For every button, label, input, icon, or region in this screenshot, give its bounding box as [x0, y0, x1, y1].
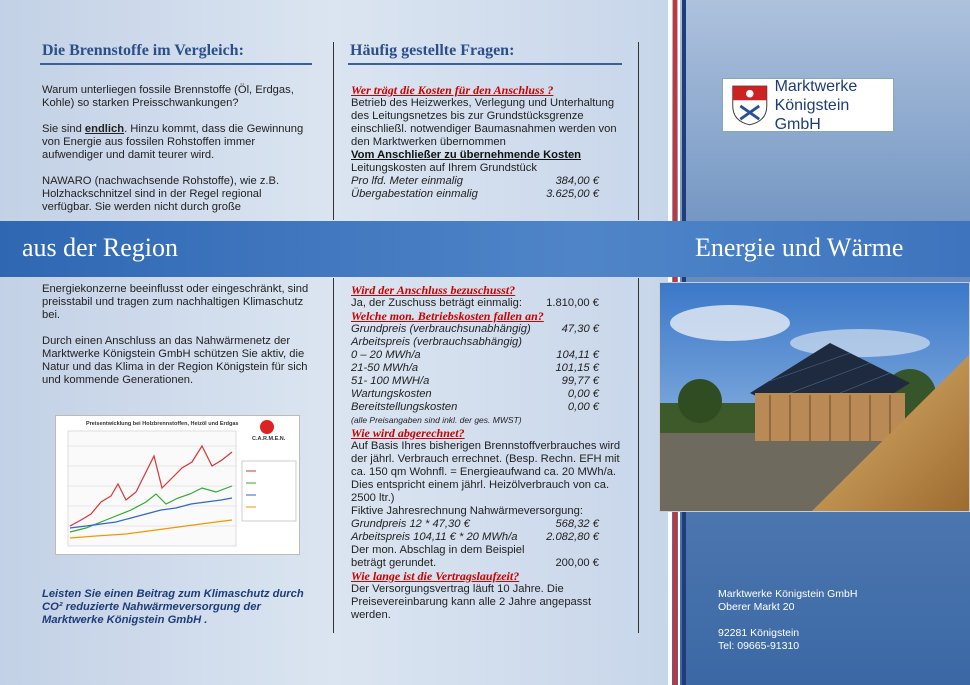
logo-line-1: Marktwerke [774, 77, 858, 95]
fee-label: 0 – 20 MWh/a [351, 349, 421, 361]
address-street: Oberer Markt 20 [718, 601, 795, 613]
left-text-bottom [42, 283, 314, 387]
left-column-title: Die Brennstoffe im Vergleich: [42, 42, 244, 59]
cost-row [351, 175, 599, 188]
calc-value: 568,32 € [555, 518, 599, 530]
cost-value: 3.625,00 € [546, 188, 599, 200]
faq-answer-billing: Auf Basis Ihres bisherigen Brennstoffverbrauches wird der jährl. Verbrauch errechnet. (Besp. Rechn. EFH mit ca. 150 qm Wohnfl. = Energieaufwand ca. 20 MWh/a. Dies entspricht einem jährl. Heizölverbrauch von ca. 2500 ltr.) [351, 440, 621, 504]
calc-row [351, 544, 599, 557]
fee-row [351, 401, 599, 414]
plot-area [68, 431, 236, 546]
faq-question-contract: Wie lange ist die Vertragslaufzeit? [351, 569, 520, 583]
fee-value: 101,15 € [555, 362, 599, 374]
cost-value: 384,00 € [555, 175, 599, 187]
fee-row [351, 323, 599, 336]
chart-title: Preisentwicklung bei Holzbrennstoffen, Heizöl und Erdgas [86, 421, 239, 427]
fee-value: 47,30 € [561, 323, 599, 335]
logo-text [775, 77, 893, 134]
fee-value: 104,11 € [556, 349, 599, 361]
faq-answer-pipe-costs: Leitungskosten auf Ihrem Grundstück [351, 162, 537, 174]
text-span: . Hinzu kommt, dass die Gewinnung von Energie aus fossilen Rohstoffen immer aufwendiger und damit teurer wird. [42, 123, 304, 161]
heating-plant-photo [659, 282, 970, 512]
column-divider-bottom [333, 278, 334, 633]
company-logo [722, 78, 894, 132]
fee-row [351, 375, 599, 388]
fee-row [351, 349, 599, 362]
faq-title-rule [348, 63, 622, 65]
calc-value: 2.082,80 € [546, 531, 599, 543]
fee-value: 0,00 € [567, 388, 599, 400]
band-right-text: Energie und Wärme [695, 233, 904, 262]
faq-question-operating-costs: Welche mon. Betriebskosten fallen an? [351, 309, 544, 323]
chart-plot [56, 416, 301, 556]
address-phone: Tel: 09665-91310 [718, 640, 800, 652]
paragraph-stability: Energiekonzerne beeinflusst oder eingeschränkt, sind preisstabil und tragen zum nachhaltigen Klimaschutz bei. [42, 283, 309, 321]
emphasis-finite: endlich [84, 123, 125, 135]
faq-question-billing: Wie wird abgerechnet? [351, 426, 465, 440]
fee-label: Wartungskosten [351, 388, 432, 400]
band-left-text: aus der Region [22, 233, 178, 262]
calc-row [351, 518, 599, 531]
faq-answer-costs: Betrieb des Heizwerkes, Verlegung und Unterhaltung des Leitungsnetzes bis zur Grundstücksgrenze einschließl. notwendiger Baumasnahmen werden von den Marktwerken übernommen [351, 97, 617, 148]
text-span: Sie sind [42, 123, 85, 135]
left-title-rule [40, 63, 312, 65]
fee-row [351, 362, 599, 375]
faq-answer-sample-bill: Fiktive Jahresrechnung Nahwärmeversorgung: [351, 505, 583, 517]
paragraph-finite [42, 123, 312, 162]
fees-note: (alle Preisangaben sind inkl. der ges. MWST) [351, 415, 522, 425]
paragraph-nawaro: NAWARO (nachwachsende Rohstoffe), wie z.B. Holzhackschnitzel sind in der Regel regional verfügbar. Sie werden nicht durch große [42, 175, 280, 213]
photo-illustration [660, 283, 970, 512]
faq-text-top [351, 84, 621, 201]
calc-label: Arbeitspreis 104,11 € * 20 MWh/a [351, 531, 518, 543]
fee-row [351, 388, 599, 401]
faq-subheading-connector-costs: Vom Anschließer zu übernehmende Kosten [351, 149, 582, 161]
left-text-top [42, 84, 312, 214]
cost-row [351, 188, 599, 201]
fee-label: Arbeitspreis (verbrauchsabhängig) [351, 336, 523, 348]
cost-label: Pro lfd. Meter einmalig [351, 175, 463, 187]
company-address [718, 588, 857, 653]
calc-label: Der mon. Abschlag in dem Beispiel [351, 544, 525, 556]
cost-label: Übergabestation einmalig [351, 188, 478, 200]
fee-row [351, 336, 599, 349]
column-divider-top [333, 42, 334, 220]
address-city: 92281 Königstein [718, 627, 800, 639]
chart-legend [242, 461, 296, 521]
chart-brand: C.A.R.M.E.N. [252, 436, 286, 442]
fee-value: 0,00 € [567, 401, 599, 413]
calc-label: Grundpreis 12 * 47,30 € [351, 518, 470, 530]
faq-answer-contract: Der Versorgungsvertrag läuft 10 Jahre. Die Preisevereinbarung kann alle 2 Jahre angepasst werden. [351, 583, 592, 621]
fee-value: 99,77 € [561, 375, 599, 387]
fee-label: Bereitstellungskosten [351, 401, 458, 413]
address-company: Marktwerke Königstein GmbH [718, 588, 858, 600]
crest-icon [729, 82, 771, 128]
calc-row [351, 531, 599, 544]
fee-label: Grundpreis (verbrauchsunabhängig) [351, 323, 531, 335]
paragraph-connection: Durch einen Anschluss an das Nahwärmenetz der Marktwerke Königstein GmbH schützen Sie aktiv, die Natur und das Klima in der Region Königstein für sich und kommende Generationen. [42, 335, 308, 386]
subsidy-label: Ja, der Zuschuss beträgt einmalig: [351, 297, 523, 309]
faq-question-costs: Wer trägt die Kosten für den Anschluss ? [351, 83, 554, 97]
price-chart [55, 415, 300, 555]
fee-label: 51- 100 MWH/a [351, 375, 430, 387]
fee-label: 21-50 MWh/a [351, 362, 419, 374]
calc-label: beträgt gerundet. [351, 557, 437, 569]
paragraph-fuel-question: Warum unterliegen fossile Brennstoffe (Öl, Erdgas, Kohle) so starken Preisschwankungen? [42, 84, 294, 109]
faq-question-subsidy: Wird der Anschluss bezuschusst? [351, 283, 516, 297]
faq-title: Häufig gestellte Fragen: [350, 42, 515, 59]
faq-text-bottom [351, 284, 621, 622]
subsidy-value: 1.810,00 € [546, 297, 599, 309]
closing-statement: Leisten Sie einen Beitrag zum Klimaschutz durch CO² reduzierte Nahwärmeversorgung der Marktwerke Königstein GmbH . [42, 588, 304, 626]
column-divider-right-top [638, 42, 639, 220]
calc-value: 200,00 € [555, 557, 599, 569]
column-divider-right-bottom [638, 278, 639, 633]
logo-line-2: Königstein GmbH [774, 96, 850, 133]
